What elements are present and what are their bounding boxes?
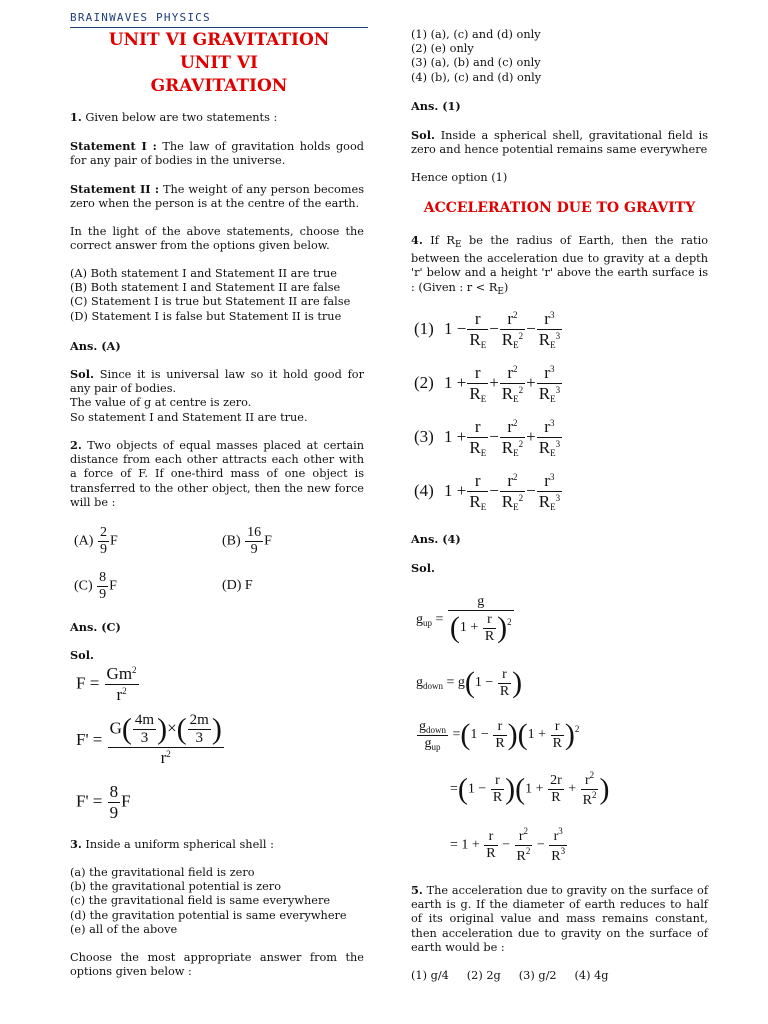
q5-options: (1) g/4 (2) 2g (3) g/2 (4) 4g [411,969,609,982]
q1-option-a: (A) Both statement I and Statement II are true [70,267,337,280]
q2-text: 2. Two objects of equal masses placed at certain distance from each other attracts each other with a force of F. If one-third mass of one object is transferred to the other object, then the new force will be : [70,438,364,509]
unit-subtitle: UNIT VI [179,53,259,73]
q3-solution: Sol. Inside a spherical shell, gravitational field is zero and hence potential remains same everywhere [411,128,708,157]
q4-formula-gup: $g_{up}$ = g (1 + $\frac{r}{R}$ )$^2$ [416,594,512,644]
q4-formula-gdown: $g_{down} = g(1$ − $\frac{r}{R}$ ) [416,666,523,699]
q3-item-c: (c) the gravitational field is same everywhere [70,894,331,908]
unit-title: UNIT VI GRAVITATION [108,30,330,50]
q3-intro: 3. Inside a uniform spherical shell : [70,837,274,851]
q3-option-3: (3) (a), (b) and (c) only [411,56,541,70]
q2-answer: Ans. (C) [70,620,121,634]
unit-topic: GRAVITATION [150,76,288,96]
q2-formula-f-prime: F' = G( $\frac{4m}{3}$ )×( $\frac{2m}{3}$ ) $r^2$ [76,712,222,767]
q1-intro: 1. Given below are two statements : [70,110,278,124]
q2-option-a: (A) $\frac{2}{9}$ F [74,525,118,557]
q3-item-d: (d) the gravitation potential is same everywhere [70,908,347,922]
q3-prompt: Choose the most appropriate answer from the options given below : [70,951,364,979]
q4-formula-ratio: $\frac{g_{down}}{g_{up}}$ =(1 − $\frac{r}{R}$ )(1 + $\frac{r}{R}$ )$^2$ [419,718,580,752]
q1-prompt: In the light of the above statements, choose the correct answer from the options given below. [70,225,364,253]
q1-option-c: (C) Statement I is true but Statement II are false [70,295,351,309]
q4-sol-label: Sol. [411,561,435,575]
header-rule [70,27,368,28]
q4-option-4: (4) 1 + $\frac{r}{R_E}$ − $\frac{r^2}{R_E^2}$ − $\frac{r^3}{R_E^3}$ [414,470,561,512]
q2-option-b: (B) $\frac{16}{9}$ F [222,525,272,557]
q3-hence: Hence option (1) [411,171,508,184]
q4-option-1: (1) 1 − $\frac{r}{R_E}$ − $\frac{r^2}{R_E^2}$ − $\frac{r^3}{R_E^3}$ [414,308,561,350]
q3-item-a: (a) the gravitational field is zero [70,866,255,879]
q3-item-b: (b) the gravitational potential is zero [70,880,282,894]
q3-option-2: (2) (e) only [411,42,474,56]
q1-options [70,267,364,324]
q2-formula-f: F = $\frac{Gm^2}{r^2}$ [76,664,137,704]
q3-items [70,866,364,937]
q2-option-c: (C) $\frac{8}{9}$ F [74,570,117,602]
q2-formula-result: F' = $\frac{8}{9}$ F [76,782,131,822]
section-heading-acceleration: ACCELERATION DUE TO GRAVITY [423,200,696,216]
q3-options [411,28,708,85]
q1-statement-1: Statement I : The law of gravitation holds good for any pair of bodies in the universe. [70,139,365,168]
q4-formula-expand: =(1 − $\frac{r}{R}$ )(1 + $\frac{2r}{R}$ + $\frac{r^2}{R^2}$ ) [450,770,610,808]
q1-statement-2: Statement II : The weight of any person becomes zero when the person is at the centre of the earth. [70,182,365,211]
q3-option-4: (4) (b), (c) and (d) only [411,70,542,84]
q1-option-d: (D) Statement I is false but Statement II is true [70,309,342,323]
q4-text: 4. If $R_E$ be the radius of Earth, then the ratio between the acceleration due to gravity at a depth 'r' below and a height 'r' above the earth surface is : (Given : $r < R_E$) [411,233,709,297]
q4-options [414,302,614,518]
q4-answer: Ans. (4) [411,532,461,546]
q4-formula-final: = 1 + $\frac{r}{R}$ − $\frac{r^2}{R^2}$ − $\frac{r^3}{R^3}$ [450,826,566,864]
brand-header: BRAINWAVES PHYSICS [70,11,211,24]
q1-solution: Sol. Since it is universal law so it hold good for any pair of bodies. The value of g at centre is zero. So statement I and Statement II are true. [70,367,364,424]
q5-text: 5. The acceleration due to gravity on the surface of earth is g. If the diameter of earth reduces to half of its original value and mass remains constant, then acceleration due to gravity on the surface of earth would be : [411,883,709,954]
q3-item-e: (e) all of the above [70,922,178,936]
q1-answer: Ans. (A) [70,339,121,353]
q1-option-b: (B) Both statement I and Statement II are false [70,281,341,295]
q3-option-1: (1) (a), (c) and (d) only [411,28,541,41]
q2-sol-label: Sol. [70,648,94,662]
q4-option-3: (3) 1 + $\frac{r}{R_E}$ − $\frac{r^2}{R_E^2}$ + $\frac{r^3}{R_E^3}$ [414,416,561,458]
q2-option-d: (D) F [222,578,253,593]
q3-answer: Ans. (1) [411,99,461,113]
q4-option-2: (2) 1 + $\frac{r}{R_E}$ + $\frac{r^2}{R_E^2}$ + $\frac{r^3}{R_E^3}$ [414,362,561,404]
